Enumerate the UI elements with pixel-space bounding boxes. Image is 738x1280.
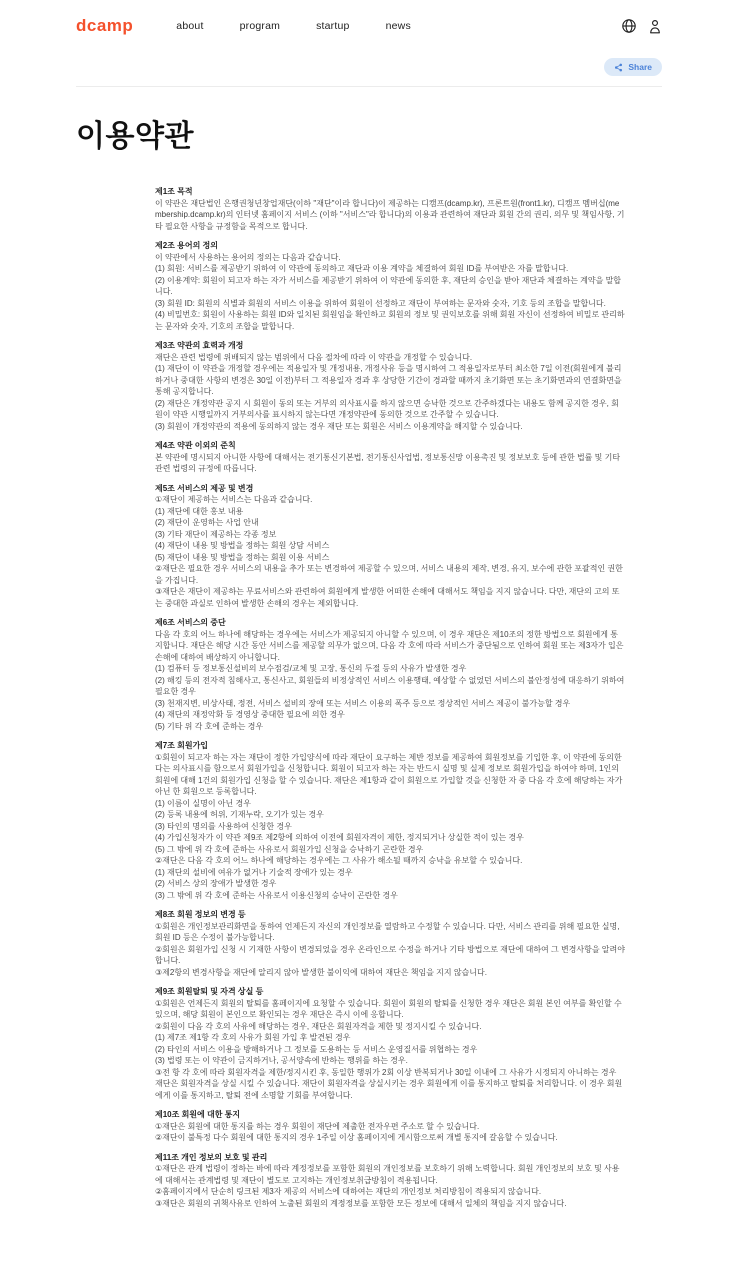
terms-paragraph: ③재단은 회원의 귀책사유로 인하여 노출된 회원의 계정정보를 포함한 모든 정보에 대해서 일체의 책임을 지지 않습니다.	[155, 1198, 567, 1208]
terms-paragraph: ②재단은 다음 각 호의 어느 하나에 해당하는 경우에는 그 사유가 해소될 때까지 승낙을 유보할 수 있습니다.	[155, 856, 523, 865]
site-header	[76, 0, 662, 50]
terms-section	[155, 986, 625, 1101]
terms-paragraph: (1) 재단에 대한 홍보 내용	[155, 506, 244, 516]
terms-paragraph: (2) 서비스 상의 장애가 발생한 경우	[155, 879, 277, 888]
terms-paragraph: (3) 기타 재단이 제공하는 각종 정보	[155, 529, 277, 539]
terms-paragraph: (4) 재단이 내용 및 방법을 정하는 회원 상담 서비스	[155, 541, 330, 550]
profile-icon[interactable]	[648, 19, 662, 34]
page-container	[76, 0, 662, 1209]
terms-paragraph: (2) 등록 내용에 허위, 기재누락, 오기가 있는 경우	[155, 810, 324, 819]
terms-section-heading: 제4조 약관 이외의 준칙	[155, 441, 236, 450]
page-title: 이용약관	[76, 120, 194, 153]
nav-item-news[interactable]: news	[385, 20, 411, 32]
terms-paragraph: (3) 그 밖에 위 각 호에 준하는 사유로서 이용신청의 승낙이 곤란한 경우	[155, 890, 398, 900]
terms-section-heading: 제10조 회원에 대한 통지	[155, 1110, 241, 1119]
terms-section	[155, 240, 625, 332]
share-icon	[614, 63, 623, 72]
terms-section	[155, 740, 625, 901]
terms-paragraph: (2) 타인의 서비스 이용을 방해하거나 그 정보를 도용하는 등 서비스 운영질서를 위협하는 경우	[155, 1044, 478, 1054]
terms-paragraph: (3) 천재지변, 비상사태, 정전, 서비스 설비의 장애 또는 서비스 이용의 폭주 등으로 정상적인 서비스 제공이 불가능할 경우	[155, 698, 571, 708]
terms-paragraph: (3) 회원 ID: 회원의 식별과 회원의 서비스 이용을 위하여 회원이 선정하고 재단이 부여하는 문자와 숫자, 기호 등의 조합을 말합니다.	[155, 298, 606, 308]
terms-paragraph: (1) 회원: 서비스를 제공받기 위하여 이 약관에 동의하고 재단과 이용 계약을 체결하여 회원 ID를 부여받은 자를 말합니다.	[155, 264, 569, 273]
share-row	[76, 50, 662, 86]
terms-paragraph: (2) 재단은 개정약관 공지 시 회원이 동의 또는 거부의 의사표시를 하지 않으면 승낙한 것으로 간주하겠다는 내용도 함께 공지한 경우, 회원이 약관 시행일까지 거부의사를 표시하지 않는다면 개정약관에 동의한 것으로 간주할 수 있습니다.	[155, 398, 619, 419]
terms-paragraph: (3) 타인의 명의를 사용하여 신청한 경우	[155, 821, 292, 831]
terms-paragraph: ②홈페이지에서 단순히 링크된 제3자 제공의 서비스에 대하여는 재단의 개인정보 처리방침이 적용되지 않습니다.	[155, 1187, 542, 1196]
terms-section	[155, 909, 625, 978]
share-button[interactable]	[604, 58, 662, 76]
terms-paragraph: (2) 해킹 등의 전자적 침해사고, 통신사고, 회원들의 비정상적인 서비스 이용행태, 예상할 수 없었던 서비스의 불안정성에 대응하기 위하여 필요한 경우	[155, 675, 625, 696]
terms-section	[155, 186, 625, 232]
terms-section-heading: 제3조 약관의 효력과 개정	[155, 341, 244, 350]
terms-paragraph: 이 약관에서 사용하는 용어의 정의는 다음과 같습니다.	[155, 252, 341, 262]
terms-section-heading: 제5조 서비스의 제공 및 변경	[155, 483, 254, 493]
terms-section-heading: 제6조 서비스의 중단	[155, 618, 226, 627]
terms-paragraph: (4) 가입신청자가 이 약관 제9조 제2항에 의하여 이전에 회원자격이 제한, 정지되거나 상실한 적이 있는 경우	[155, 833, 524, 842]
globe-icon[interactable]	[621, 18, 637, 34]
terms-section	[155, 1152, 625, 1210]
terms-paragraph: ②재단은 필요한 경우 서비스의 내용을 추가 또는 변경하여 제공할 수 있으며, 서비스 내용의 제작, 변경, 유지, 보수에 관한 포괄적인 권한을 가집니다.	[155, 564, 623, 585]
terms-paragraph: ③전 항 각 호에 따라 회원자격을 제한/정지시킨 후, 동일한 행위가 2회 이상 반복되거나 30일 이내에 그 사유가 시정되지 아니하는 경우 재단은 회원자격을 상실 시킬 수 있습니다. 재단이 회원자격을 상실시키는 경우 회원에게 이를 통지하고 탈퇴를 처리합니다. 이 경우 회원에게 이를 통지하고, 탈퇴 전에 소명할 기회를 부여합니다.	[155, 1067, 623, 1100]
terms-section	[155, 440, 625, 475]
share-label: Share	[628, 62, 652, 72]
terms-paragraph: ①회원은 개인정보관리화면을 통하여 언제든지 자신의 개인정보를 열람하고 수정할 수 있습니다. 다만, 서비스 관리를 위해 필요한 실명, 회원 ID 등은 수정이 불가능합니다.	[155, 921, 620, 942]
terms-paragraph: (2) 재단이 운영하는 사업 안내	[155, 518, 259, 527]
terms-paragraph: (1) 재단의 설비에 여유가 없거나 기술적 장애가 있는 경우	[155, 867, 353, 877]
terms-paragraph: (2) 이용계약: 회원이 되고자 하는 자가 서비스를 제공받기 위하여 이 약관에 동의한 후, 재단의 승인을 받아 재단과 체결하는 계약을 말합니다.	[155, 275, 622, 296]
terms-section-heading: 제9조 회원탈퇴 및 자격 상실 등	[155, 987, 264, 996]
terms-paragraph: (1) 컴퓨터 등 정보통신설비의 보수점검/교체 및 고장, 통신의 두절 등의 사유가 발생한 경우	[155, 664, 467, 673]
terms-paragraph: ③제2항의 변경사항을 재단에 알리지 않아 발생한 불이익에 대하여 재단은 책임을 지지 않습니다.	[155, 967, 487, 977]
terms-paragraph: ①회원이 되고자 하는 자는 재단이 정한 가입양식에 따라 재단이 요구하는 제반 정보를 제공하여 회원정보를 기입한 후, 이 약관에 동의한다는 의사표시를 함으로서 회원가입을 신청합니다. 회원이 되고자 하는 자는 반드시 실명 및 실제 정보로 회원가입을 하여야 하며, 1인의 회원에 대해 1건의 회원가입 신청을 할 수 있습니다. 재단은 제1항과 같이 회원으로 가입할 것을 신청한 자 중 다음 각 호에 해당하는 자가 아닌 한 회원으로 등록합니다.	[155, 752, 623, 796]
header-divider	[76, 86, 662, 87]
terms-paragraph: ①회원은 언제든지 회원의 탈퇴를 홈페이지에 요청할 수 있습니다. 회원이 회원의 탈퇴를 신청한 경우 재단은 회원 본인 여부를 확인할 수 있으며, 해당 회원이 본인으로 확인되는 경우 재단은 즉시 이에 응합니다.	[155, 998, 622, 1019]
terms-paragraph: ①재단은 회원에 대한 통지를 하는 경우 회원이 재단에 제출한 전자우편 주소로 할 수 있습니다.	[155, 1121, 480, 1131]
terms-paragraph: ①재단은 관계 법령이 정하는 바에 따라 계정정보를 포함한 회원의 개인정보를 보호하기 위해 노력합니다. 회원 개인정보의 보호 및 사용에 대해서는 관계법령 및 재단이 별도로 고지하는 개인정보취급방침이 적용됩니다.	[155, 1164, 620, 1185]
main-nav	[176, 20, 411, 32]
terms-section-heading: 제1조 목적	[155, 187, 193, 196]
terms-paragraph: (1) 이름이 실명이 아닌 경우	[155, 798, 251, 808]
terms-paragraph: ①재단이 제공하는 서비스는 다음과 같습니다.	[155, 495, 313, 504]
terms-paragraph: (4) 재단의 재정악화 등 경영상 중대한 필요에 의한 경우	[155, 710, 345, 719]
terms-paragraph: (1) 재단이 이 약관을 개정할 경우에는 적용일자 및 개정내용, 개정사유 등을 명시하여 그 적용일자로부터 최소한 7일 이전(회원에게 불리하거나 중대한 사항의 변경은 30일 이전)부터 그 적용일자 경과 후 상당한 기간이 경과할 때까지 초기화면 또는 초기화면과의 연결화면을 통해 공지합니다.	[155, 364, 622, 396]
dcamp-logo[interactable]: dcamp	[76, 16, 134, 35]
terms-section	[155, 340, 625, 432]
terms-section	[155, 617, 625, 732]
terms-content	[155, 186, 625, 1209]
terms-section-heading: 제8조 회원 정보의 변경 등	[155, 910, 246, 919]
terms-paragraph: 이 약관은 재단법인 은행권청년창업재단(이하 "재단"이라 합니다)이 제공하는 디캠프(dcamp.kr), 프론트원(front1.kr), 디캠프 멤버십(membership.dcamp.kr)의 인터넷 홈페이지 서비스 (이하 "서비스"라 합니다)의 이용과 관련하여 재단과 회원 간의 권리, 의무 및 책임사항, 기타 필요한 사항을 규정함을 목적으로 합니다.	[155, 198, 625, 231]
terms-paragraph: (5) 그 밖에 위 각 호에 준하는 사유로서 회원가입 신청을 승낙하기 곤란한 경우	[155, 844, 424, 854]
terms-paragraph: (5) 재단이 내용 및 방법을 정하는 회원 이용 서비스	[155, 552, 330, 562]
terms-paragraph: 다음 각 호의 어느 하나에 해당하는 경우에는 서비스가 제공되지 아니할 수 있으며, 이 경우 재단은 제10조의 정한 방법으로 회원에게 통지합니다. 재단은 해당 시간 동안 서비스를 제공할 의무가 없으며, 다음 각 호에 따라 서비스가 중단됨으로 인하여 회원 또는 제3자가 입은 손해에 대하여 배상하지 아니합니다.	[155, 629, 624, 662]
terms-paragraph: (5) 기타 위 각 호에 준하는 경우	[155, 721, 264, 731]
terms-section-heading: 제2조 용어의 정의	[155, 241, 218, 250]
terms-paragraph: (3) 법령 또는 이 약관이 금지하거나, 공서양속에 반하는 행위를 하는 경우.	[155, 1056, 408, 1065]
terms-section-heading: 제7조 회원가입	[155, 741, 209, 750]
terms-paragraph: (1) 제7조 제1항 각 호의 사유가 회원 가입 후 발견된 경우	[155, 1033, 351, 1042]
terms-section	[155, 483, 625, 610]
terms-section	[155, 1109, 625, 1144]
terms-paragraph: ②회원은 회원가입 신청 시 기재한 사항이 변경되었을 경우 온라인으로 수정을 하거나 기타 방법으로 재단에 대하여 그 변경사항을 알려야 합니다.	[155, 944, 625, 965]
terms-paragraph: 본 약관에 명시되지 아니한 사항에 대해서는 전기통신기본법, 전기통신사업법, 정보통신망 이용촉진 및 정보보호 등에 관한 법률 및 기타 관련 법령의 규정에 따릅니다.	[155, 452, 621, 473]
header-icons	[621, 18, 662, 34]
terms-paragraph: ②재단이 불특정 다수 회원에 대한 통지의 경우 1주일 이상 홈페이지에 게시함으로써 개별 통지에 갈음할 수 있습니다.	[155, 1133, 558, 1142]
terms-section-heading: 제11조 개인 정보의 보호 및 관리	[155, 1152, 268, 1162]
nav-item-program[interactable]: program	[239, 20, 281, 32]
terms-paragraph: ③재단은 재단이 제공하는 무료서비스와 관련하여 회원에게 발생한 어떠한 손해에 대해서도 책임을 지지 않습니다. 다만, 재단의 고의 또는 중대한 과실로 인하여 발생한 손해의 경우는 제외합니다.	[155, 587, 620, 608]
nav-item-startup[interactable]: startup	[316, 20, 350, 32]
terms-paragraph: (4) 비밀번호: 회원이 사용하는 회원 ID와 일치된 회원임을 확인하고 회원의 정보 및 권익보호를 위해 회원 자신이 선정하여 비밀로 관리하는 문자와 숫자, 기호의 조합을 말합니다.	[155, 310, 625, 331]
terms-paragraph: 재단은 관련 법령에 위배되지 않는 범위에서 다음 절차에 따라 이 약관을 개정할 수 있습니다.	[155, 352, 473, 362]
nav-item-about[interactable]: about	[176, 20, 204, 32]
terms-paragraph: (3) 회원이 개정약관의 적용에 동의하지 않는 경우 재단 또는 회원은 서비스 이용계약을 해지할 수 있습니다.	[155, 421, 523, 431]
terms-paragraph: ②회원이 다음 각 호의 사유에 해당하는 경우, 재단은 회원자격을 제한 및 정지시킬 수 있습니다.	[155, 1021, 482, 1031]
